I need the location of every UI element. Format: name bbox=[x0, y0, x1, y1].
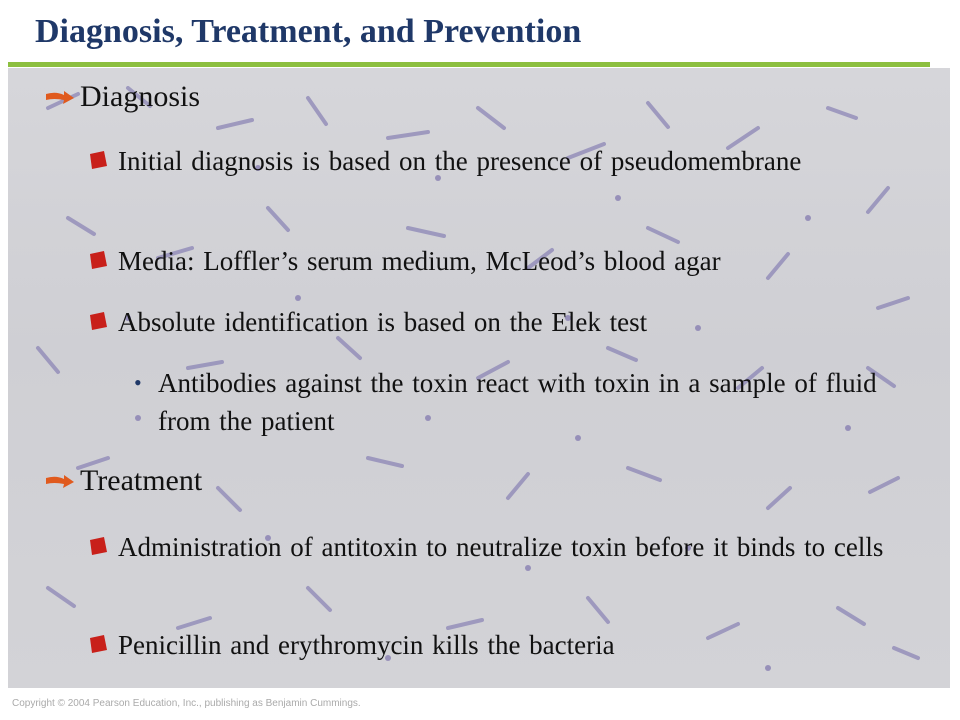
bullet-text: Initial diagnosis is based on the presence of pseudomembrane bbox=[118, 146, 802, 176]
bullet-text: Administration of antitoxin to neutralize toxin before it binds to cells bbox=[118, 532, 884, 562]
red-square-bullet-icon bbox=[88, 151, 108, 169]
red-square-bullet-icon bbox=[88, 537, 108, 555]
bullet-item bbox=[110, 142, 920, 180]
bullet-text: Penicillin and erythromycin kills the bacteria bbox=[118, 630, 615, 660]
heading-treatment bbox=[80, 464, 202, 498]
red-square-bullet-icon bbox=[88, 635, 108, 653]
bullet-text: Media: Loffler’s serum medium, McLeod’s blood agar bbox=[118, 246, 721, 276]
sub-bullet-item bbox=[134, 364, 898, 440]
copyright-notice: Copyright © 2004 Pearson Education, Inc., publishing as Benjamin Cummings. bbox=[12, 698, 361, 709]
bullet-item bbox=[110, 303, 920, 341]
slide-title: Diagnosis, Treatment, and Prevention bbox=[35, 13, 582, 50]
heading-text: Diagnosis bbox=[80, 80, 200, 113]
orange-arrow-bullet-icon bbox=[46, 89, 74, 105]
dot-bullet-icon: • bbox=[134, 370, 142, 395]
bullet-item bbox=[110, 528, 920, 566]
red-square-bullet-icon bbox=[88, 251, 108, 269]
bullet-item bbox=[110, 626, 920, 664]
bullet-item bbox=[110, 242, 920, 280]
bullet-text: Absolute identification is based on the Elek test bbox=[118, 307, 648, 337]
orange-arrow-bullet-icon bbox=[46, 473, 74, 489]
red-square-bullet-icon bbox=[88, 312, 108, 330]
heading-diagnosis bbox=[80, 80, 200, 114]
sub-bullet-text: Antibodies against the toxin react with toxin in a sample of fluid from the patient bbox=[158, 368, 877, 436]
heading-text: Treatment bbox=[80, 464, 203, 497]
